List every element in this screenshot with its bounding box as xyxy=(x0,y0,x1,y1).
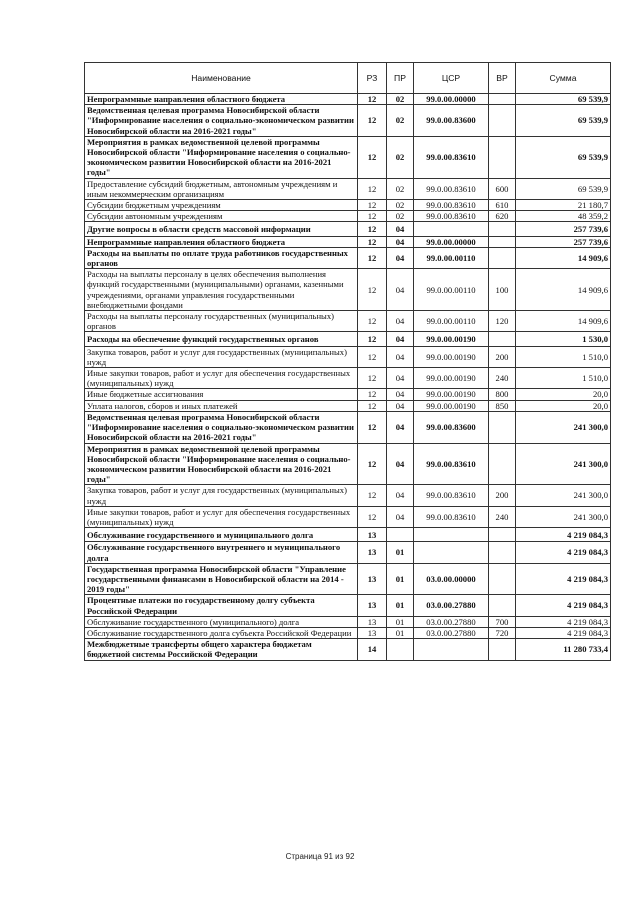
cell-rz: 12 xyxy=(358,178,387,199)
table-row xyxy=(85,542,611,563)
cell-name: Мероприятия в рамках ведомственной целевой программы Новосибирской области "Информирование населения о социально-экономическом развитии Новосибирской области на 2016-2021 годы" xyxy=(85,136,358,178)
cell-rz: 13 xyxy=(358,616,387,627)
cell-vr xyxy=(489,332,516,346)
table-row xyxy=(85,368,611,389)
cell-pr: 01 xyxy=(387,595,414,616)
table-row xyxy=(85,178,611,199)
cell-pr: 04 xyxy=(387,311,414,332)
cell-vr xyxy=(489,94,516,105)
cell-name: Непрограммные направления областного бюджета xyxy=(85,236,358,247)
cell-sum: 1 510,0 xyxy=(516,368,611,389)
cell-sum: 257 739,6 xyxy=(516,222,611,236)
cell-rz: 12 xyxy=(358,211,387,222)
cell-rz: 12 xyxy=(358,346,387,367)
cell-sum: 14 909,6 xyxy=(516,311,611,332)
cell-pr: 01 xyxy=(387,627,414,638)
cell-pr: 01 xyxy=(387,616,414,627)
cell-pr: 04 xyxy=(387,269,414,311)
cell-csr: 99.0.00.83600 xyxy=(414,411,489,443)
cell-vr xyxy=(489,136,516,178)
cell-rz: 12 xyxy=(358,389,387,400)
cell-pr: 04 xyxy=(387,389,414,400)
cell-rz: 12 xyxy=(358,94,387,105)
cell-vr: 600 xyxy=(489,178,516,199)
table-row xyxy=(85,222,611,236)
cell-rz: 12 xyxy=(358,222,387,236)
cell-name: Закупка товаров, работ и услуг для государственных (муниципальных) нужд xyxy=(85,485,358,506)
cell-pr: 04 xyxy=(387,247,414,268)
cell-name: Обслуживание государственного (муниципального) долга xyxy=(85,616,358,627)
cell-sum: 69 539,9 xyxy=(516,105,611,137)
cell-name: Обслуживание государственного и муниципального долга xyxy=(85,528,358,542)
cell-name: Процентные платежи по государственному долгу субъекта Российской Федерации xyxy=(85,595,358,616)
cell-vr xyxy=(489,528,516,542)
cell-rz: 12 xyxy=(358,247,387,268)
cell-name: Межбюджетные трансферты общего характера бюджетам бюджетной системы Российской Федерации xyxy=(85,639,358,660)
cell-name: Непрограммные направления областного бюджета xyxy=(85,94,358,105)
cell-sum: 21 180,7 xyxy=(516,200,611,211)
cell-csr xyxy=(414,639,489,660)
cell-vr: 700 xyxy=(489,616,516,627)
cell-rz: 12 xyxy=(358,368,387,389)
cell-rz: 13 xyxy=(358,595,387,616)
cell-rz: 12 xyxy=(358,400,387,411)
cell-rz: 12 xyxy=(358,506,387,527)
table-row xyxy=(85,136,611,178)
cell-pr: 02 xyxy=(387,136,414,178)
header-vr: ВР xyxy=(489,63,516,94)
cell-pr xyxy=(387,528,414,542)
cell-sum: 4 219 084,3 xyxy=(516,595,611,616)
header-sum: Сумма xyxy=(516,63,611,94)
cell-vr: 120 xyxy=(489,311,516,332)
cell-csr: 99.0.00.83610 xyxy=(414,506,489,527)
cell-vr: 720 xyxy=(489,627,516,638)
cell-pr xyxy=(387,639,414,660)
cell-csr: 99.0.00.00190 xyxy=(414,400,489,411)
cell-name: Обслуживание государственного внутреннего и муниципального долга xyxy=(85,542,358,563)
page-footer: Страница 91 из 92 xyxy=(285,852,355,861)
cell-csr: 99.0.00.00190 xyxy=(414,346,489,367)
cell-vr xyxy=(489,105,516,137)
cell-rz: 12 xyxy=(358,485,387,506)
header-csr: ЦСР xyxy=(414,63,489,94)
table-row xyxy=(85,528,611,542)
table-row xyxy=(85,94,611,105)
cell-csr: 99.0.00.00110 xyxy=(414,269,489,311)
cell-sum: 69 539,9 xyxy=(516,136,611,178)
cell-rz: 12 xyxy=(358,200,387,211)
cell-rz: 14 xyxy=(358,639,387,660)
cell-pr: 02 xyxy=(387,94,414,105)
cell-csr: 99.0.00.83610 xyxy=(414,443,489,485)
table-header-row xyxy=(85,63,611,94)
header-name: Наименование xyxy=(85,63,358,94)
table-body xyxy=(85,94,611,661)
cell-csr: 99.0.00.83610 xyxy=(414,178,489,199)
cell-pr: 04 xyxy=(387,222,414,236)
table-row xyxy=(85,563,611,595)
cell-sum: 69 539,9 xyxy=(516,94,611,105)
table-row xyxy=(85,332,611,346)
cell-name: Мероприятия в рамках ведомственной целевой программы Новосибирской области "Информирование населения о социально-экономическом развитии Новосибирской области на 2016-2021 годы" xyxy=(85,443,358,485)
cell-pr: 04 xyxy=(387,485,414,506)
cell-vr xyxy=(489,595,516,616)
cell-name: Ведомственная целевая программа Новосибирской области "Информирование населения о социально-экономическом развитии Новосибирской области на 2016-2021 годы" xyxy=(85,105,358,137)
table-row xyxy=(85,211,611,222)
table-row xyxy=(85,200,611,211)
table-row xyxy=(85,506,611,527)
cell-pr: 04 xyxy=(387,368,414,389)
cell-rz: 13 xyxy=(358,542,387,563)
cell-csr: 03.0.00.27880 xyxy=(414,627,489,638)
cell-rz: 13 xyxy=(358,563,387,595)
cell-csr: 99.0.00.83610 xyxy=(414,136,489,178)
cell-pr: 04 xyxy=(387,506,414,527)
cell-csr: 99.0.00.83610 xyxy=(414,211,489,222)
table-row xyxy=(85,346,611,367)
cell-name: Субсидии бюджетным учреждениям xyxy=(85,200,358,211)
cell-csr: 99.0.00.00190 xyxy=(414,332,489,346)
cell-sum: 4 219 084,3 xyxy=(516,616,611,627)
cell-vr: 850 xyxy=(489,400,516,411)
cell-rz: 13 xyxy=(358,528,387,542)
cell-name: Расходы на обеспечение функций государственных органов xyxy=(85,332,358,346)
cell-rz: 12 xyxy=(358,411,387,443)
cell-pr: 02 xyxy=(387,178,414,199)
cell-name: Другие вопросы в области средств массовой информации xyxy=(85,222,358,236)
cell-csr: 03.0.00.27880 xyxy=(414,616,489,627)
cell-rz: 12 xyxy=(358,443,387,485)
budget-table xyxy=(84,62,611,661)
table-row xyxy=(85,411,611,443)
cell-csr xyxy=(414,528,489,542)
cell-sum: 1 530,0 xyxy=(516,332,611,346)
cell-name: Иные бюджетные ассигнования xyxy=(85,389,358,400)
cell-pr: 04 xyxy=(387,236,414,247)
cell-name: Субсидии автономным учреждениям xyxy=(85,211,358,222)
cell-vr: 100 xyxy=(489,269,516,311)
cell-vr xyxy=(489,563,516,595)
cell-sum: 14 909,6 xyxy=(516,247,611,268)
cell-sum: 257 739,6 xyxy=(516,236,611,247)
cell-name: Государственная программа Новосибирской области "Управление государственными финансами в Новосибирской области на 2014 - 2019 годы" xyxy=(85,563,358,595)
cell-csr: 03.0.00.00000 xyxy=(414,563,489,595)
cell-rz: 12 xyxy=(358,236,387,247)
cell-csr: 03.0.00.27880 xyxy=(414,595,489,616)
cell-csr: 99.0.00.00110 xyxy=(414,311,489,332)
cell-rz: 13 xyxy=(358,627,387,638)
table-row xyxy=(85,616,611,627)
cell-rz: 12 xyxy=(358,332,387,346)
cell-csr: 99.0.00.00190 xyxy=(414,368,489,389)
cell-name: Предоставление субсидий бюджетным, автономным учреждениям и иным некоммерческим организациям xyxy=(85,178,358,199)
cell-sum: 48 359,2 xyxy=(516,211,611,222)
cell-rz: 12 xyxy=(358,136,387,178)
table-row xyxy=(85,247,611,268)
cell-sum: 11 280 733,4 xyxy=(516,639,611,660)
table-row xyxy=(85,105,611,137)
cell-sum: 4 219 084,3 xyxy=(516,627,611,638)
cell-sum: 241 300,0 xyxy=(516,485,611,506)
cell-name: Расходы на выплаты персоналу государственных (муниципальных) органов xyxy=(85,311,358,332)
cell-name: Иные закупки товаров, работ и услуг для обеспечения государственных (муниципальных) нужд xyxy=(85,506,358,527)
header-rz: РЗ xyxy=(358,63,387,94)
cell-csr: 99.0.00.83600 xyxy=(414,105,489,137)
cell-pr: 04 xyxy=(387,332,414,346)
cell-name: Обслуживание государственного долга субъекта Российской Федерации xyxy=(85,627,358,638)
cell-pr: 01 xyxy=(387,563,414,595)
cell-name: Расходы на выплаты персоналу в целях обеспечения выполнения функций государственными (муниципальными) органами, казенными учреждениями, органами управления государственными внебюджетными фондами xyxy=(85,269,358,311)
cell-csr: 99.0.00.00110 xyxy=(414,247,489,268)
cell-vr: 800 xyxy=(489,389,516,400)
cell-vr: 200 xyxy=(489,485,516,506)
cell-pr: 02 xyxy=(387,105,414,137)
cell-vr xyxy=(489,247,516,268)
cell-csr: 99.0.00.83610 xyxy=(414,200,489,211)
cell-pr: 01 xyxy=(387,542,414,563)
cell-vr: 240 xyxy=(489,506,516,527)
table-row xyxy=(85,443,611,485)
table-row xyxy=(85,311,611,332)
table-row xyxy=(85,400,611,411)
cell-pr: 04 xyxy=(387,346,414,367)
cell-pr: 04 xyxy=(387,400,414,411)
table-row xyxy=(85,627,611,638)
cell-name: Уплата налогов, сборов и иных платежей xyxy=(85,400,358,411)
cell-sum: 14 909,6 xyxy=(516,269,611,311)
cell-name: Иные закупки товаров, работ и услуг для обеспечения государственных (муниципальных) нужд xyxy=(85,368,358,389)
cell-csr xyxy=(414,222,489,236)
cell-csr: 99.0.00.00190 xyxy=(414,389,489,400)
cell-sum: 20,0 xyxy=(516,389,611,400)
cell-sum: 20,0 xyxy=(516,400,611,411)
cell-pr: 04 xyxy=(387,411,414,443)
cell-name: Расходы на выплаты по оплате труда работников государственных органов xyxy=(85,247,358,268)
cell-vr xyxy=(489,443,516,485)
cell-csr: 99.0.00.83610 xyxy=(414,485,489,506)
table-row xyxy=(85,595,611,616)
cell-vr xyxy=(489,236,516,247)
cell-vr: 610 xyxy=(489,200,516,211)
cell-sum: 241 300,0 xyxy=(516,506,611,527)
table-row xyxy=(85,485,611,506)
cell-csr: 99.0.00.00000 xyxy=(414,236,489,247)
cell-vr: 620 xyxy=(489,211,516,222)
cell-sum: 241 300,0 xyxy=(516,411,611,443)
cell-sum: 1 510,0 xyxy=(516,346,611,367)
table-row xyxy=(85,389,611,400)
cell-vr xyxy=(489,639,516,660)
cell-rz: 12 xyxy=(358,311,387,332)
cell-vr xyxy=(489,222,516,236)
cell-rz: 12 xyxy=(358,105,387,137)
header-pr: ПР xyxy=(387,63,414,94)
cell-vr xyxy=(489,411,516,443)
cell-sum: 4 219 084,3 xyxy=(516,563,611,595)
table-row xyxy=(85,236,611,247)
cell-sum: 241 300,0 xyxy=(516,443,611,485)
cell-vr: 200 xyxy=(489,346,516,367)
cell-sum: 4 219 084,3 xyxy=(516,542,611,563)
cell-pr: 02 xyxy=(387,200,414,211)
table-row xyxy=(85,269,611,311)
cell-sum: 69 539,9 xyxy=(516,178,611,199)
cell-csr xyxy=(414,542,489,563)
cell-vr xyxy=(489,542,516,563)
cell-pr: 04 xyxy=(387,443,414,485)
table-row xyxy=(85,639,611,660)
cell-sum: 4 219 084,3 xyxy=(516,528,611,542)
cell-name: Закупка товаров, работ и услуг для государственных (муниципальных) нужд xyxy=(85,346,358,367)
cell-csr: 99.0.00.00000 xyxy=(414,94,489,105)
cell-name: Ведомственная целевая программа Новосибирской области "Информирование населения о социально-экономическом развитии Новосибирской области на 2016-2021 годы" xyxy=(85,411,358,443)
cell-pr: 02 xyxy=(387,211,414,222)
cell-rz: 12 xyxy=(358,269,387,311)
cell-vr: 240 xyxy=(489,368,516,389)
